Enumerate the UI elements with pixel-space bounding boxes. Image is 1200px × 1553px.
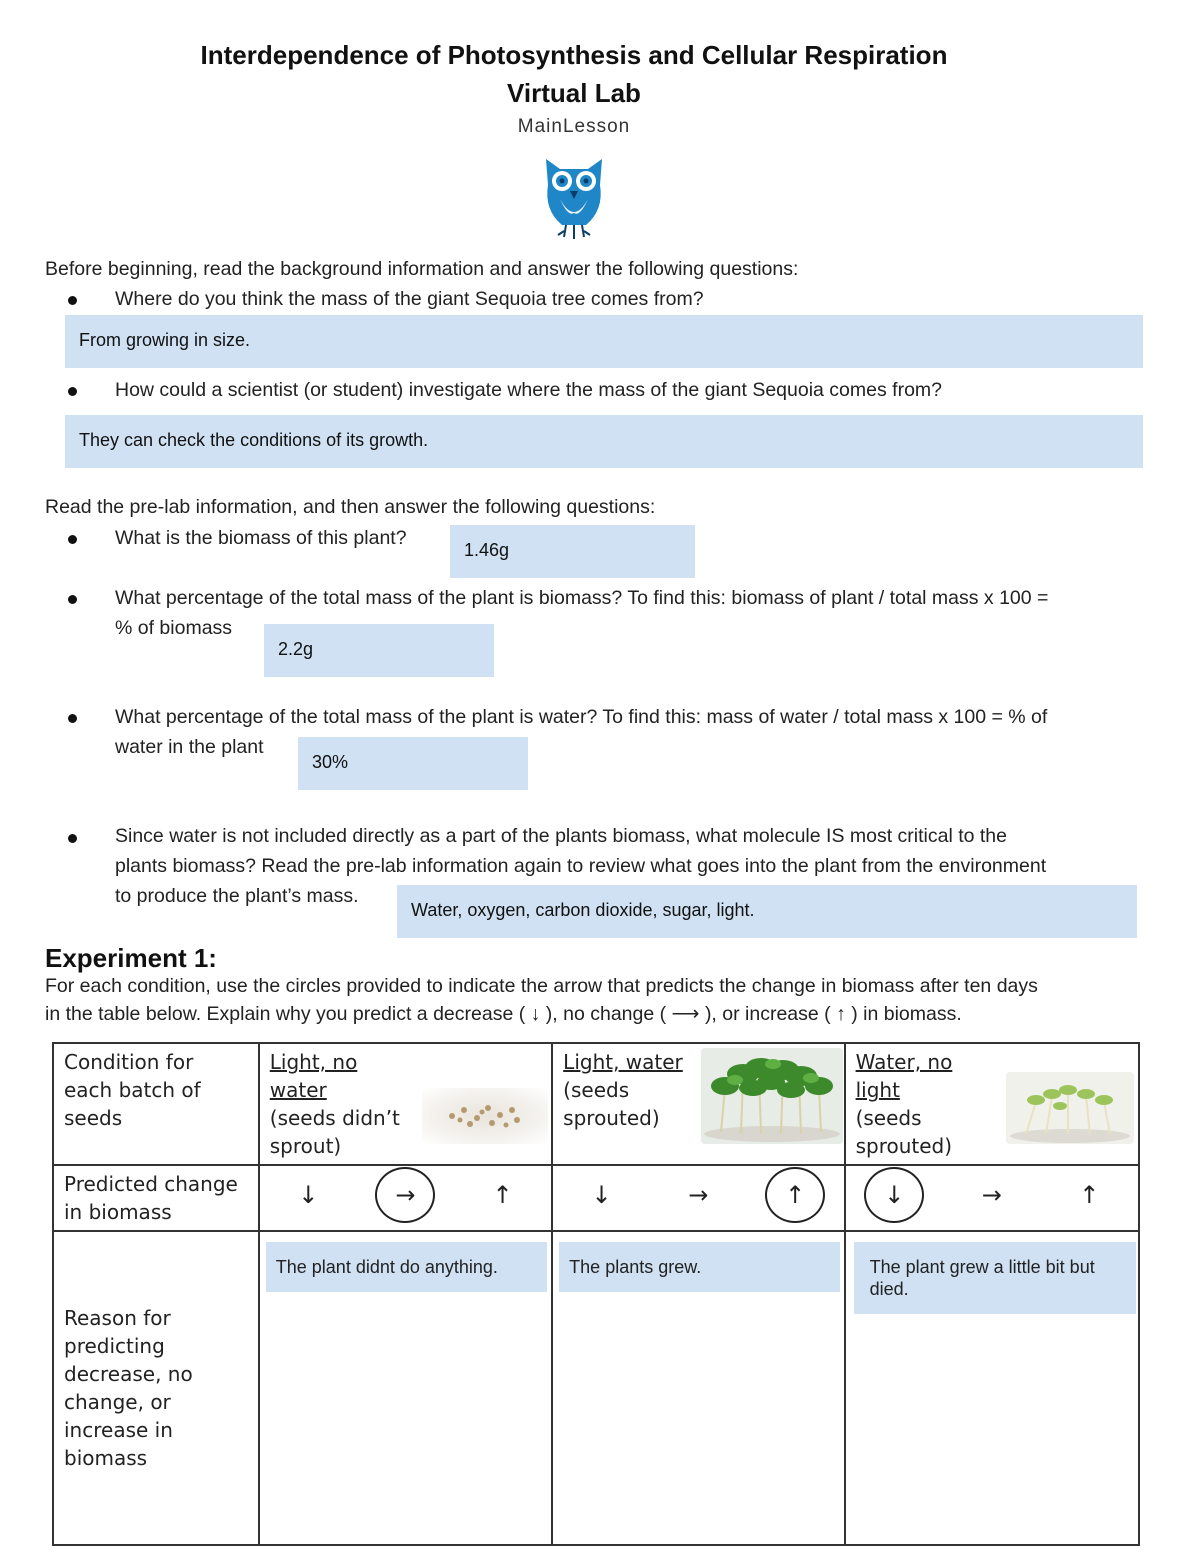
bullet	[68, 834, 77, 843]
reason-cell	[259, 1231, 552, 1545]
arrow-right-icon: ⟶	[671, 1003, 700, 1025]
reason-answer-field[interactable]: The plants grew.	[559, 1242, 839, 1292]
section2-question-1: What is the biomass of this plant?	[115, 527, 407, 549]
arrow-right-option[interactable]: →	[981, 1181, 1002, 1209]
condition-title: Light, water	[563, 1050, 683, 1074]
reason-answer-field[interactable]: The plant grew a little bit but died.	[854, 1242, 1136, 1314]
section1-question-2: How could a scientist (or student) investigate where the mass of the giant Sequoia comes from?	[115, 379, 942, 401]
percent-biomass-answer-field[interactable]	[264, 624, 494, 677]
condition-title: Water, no light	[855, 1050, 953, 1102]
arrow-down-option[interactable]: ↓	[298, 1181, 319, 1209]
arrow-up-option-selected[interactable]: ↑	[765, 1167, 825, 1223]
condition-desc: (seeds sprouted)	[563, 1078, 660, 1130]
arrow-up-icon: ↑	[836, 1003, 846, 1025]
section2-question-4-line2: plants biomass? Read the pre-lab information again to review what goes into the plant from the environment	[115, 855, 1047, 877]
answer-text: From growing in size.	[79, 330, 251, 350]
prediction-cell	[552, 1165, 844, 1231]
document-title-line2: Virtual Lab	[507, 78, 641, 108]
section1-intro: Before beginning, read the background information and answer the following questions:	[45, 258, 799, 280]
row-header-text: Condition for each batch of seeds	[64, 1050, 201, 1130]
experiment-instructions-line1: For each condition, use the circles provided to indicate the arrow that predicts the change in biomass after ten days	[45, 975, 1038, 997]
section1-question-1: Where do you think the mass of the giant Sequoia tree comes from?	[115, 288, 704, 310]
section2-question-4-line1: Since water is not included directly as a part of the plants biomass, what molecule IS most critical to the	[115, 825, 1008, 847]
sprouts-image	[701, 1048, 843, 1144]
instr-text: in the table below. Explain why you predict a decrease (	[45, 1003, 526, 1025]
pale-sprouts-image	[1006, 1072, 1134, 1144]
answer-text: 30%	[312, 752, 349, 772]
experiment-instructions-line2	[45, 1002, 962, 1026]
condition-cell-light-water	[552, 1043, 844, 1165]
row-header-condition	[53, 1043, 259, 1165]
table-row	[53, 1231, 1139, 1545]
section2-question-2-line2: % of biomass	[115, 617, 233, 639]
critical-molecule-answer-field[interactable]	[397, 885, 1137, 938]
bullet	[68, 387, 77, 396]
arrow-right-option-selected[interactable]: →	[375, 1167, 435, 1223]
prediction-cell	[845, 1165, 1139, 1231]
condition-desc: (seeds didn’t sprout)	[269, 1106, 400, 1158]
section2-question-4-line3: to produce the plant’s mass.	[115, 885, 359, 907]
section2-question-3-line1: What percentage of the total mass of the plant is water? To find this: mass of water / total mass x 100 = % of	[115, 706, 1048, 728]
table-row	[53, 1165, 1139, 1231]
bullet	[68, 714, 77, 723]
condition-cell-water-no-light	[845, 1043, 1139, 1165]
bullet	[68, 595, 77, 604]
owl-logo-icon	[540, 155, 608, 240]
condition-cell-light-no-water	[259, 1043, 552, 1165]
answer-text: Water, oxygen, carbon dioxide, sugar, light.	[411, 900, 755, 920]
arrow-right-option[interactable]: →	[688, 1181, 709, 1209]
condition-desc: (seeds sprouted)	[855, 1106, 953, 1158]
instr-text: ), or increase (	[704, 1003, 831, 1025]
section2-intro: Read the pre-lab information, and then answer the following questions:	[45, 496, 656, 518]
answer-text: 1.46g	[464, 540, 510, 560]
section1-answer-1-field[interactable]	[65, 315, 1143, 368]
experiment-heading: Experiment 1:	[45, 943, 217, 973]
row-header-text: Reason for predicting decrease, no change, or increase in biomass	[64, 1306, 193, 1470]
instr-text: ), no change (	[545, 1003, 667, 1025]
percent-water-answer-field[interactable]	[298, 737, 528, 790]
reason-answer-field[interactable]: The plant didnt do anything.	[266, 1242, 547, 1292]
row-header-text: Predicted change in biomass	[64, 1172, 238, 1224]
row-header-predicted	[53, 1165, 259, 1231]
arrow-down-icon: ↓	[530, 1003, 541, 1025]
arrow-down-option[interactable]: ↓	[591, 1181, 612, 1209]
instr-text: ) in biomass.	[851, 1003, 962, 1025]
answer-text: They can check the conditions of its growth.	[79, 430, 429, 450]
arrow-down-option-selected[interactable]: ↓	[864, 1167, 924, 1223]
arrow-up-option[interactable]: ↑	[492, 1181, 513, 1209]
row-header-reason	[53, 1231, 259, 1545]
seed-dish-image	[422, 1088, 548, 1144]
table-row	[53, 1043, 1139, 1165]
document-subtitle: MainLesson	[517, 116, 631, 137]
biomass-answer-field[interactable]	[450, 525, 695, 578]
answer-text: 2.2g	[278, 639, 314, 659]
section2-question-3-line2: water in the plant	[115, 736, 264, 758]
reason-cell	[845, 1231, 1139, 1545]
condition-title: Light, no water	[269, 1050, 358, 1102]
section1-answer-2-field[interactable]	[65, 415, 1143, 468]
arrow-up-option[interactable]: ↑	[1079, 1181, 1100, 1209]
bullet	[68, 296, 77, 305]
experiment-table	[52, 1042, 1140, 1546]
bullet	[68, 535, 77, 544]
prediction-cell	[259, 1165, 552, 1231]
reason-cell	[552, 1231, 844, 1545]
section2-question-2-line1: What percentage of the total mass of the plant is biomass? To find this: biomass of plant / total mass x 100 =	[115, 587, 1049, 609]
document-title-line1: Interdependence of Photosynthesis and Cellular Respiration	[200, 40, 948, 70]
